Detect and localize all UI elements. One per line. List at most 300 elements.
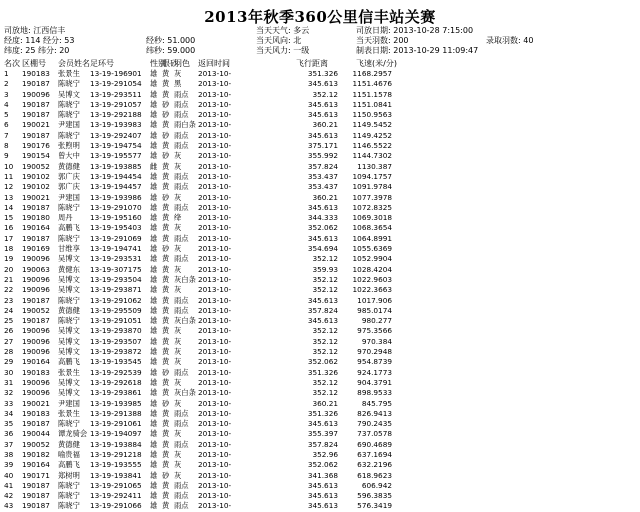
cell-eye: 黄 bbox=[162, 460, 170, 470]
cell-return-time: 2013-10- bbox=[198, 264, 232, 274]
table-row bbox=[4, 151, 636, 161]
cell-eye: 砂 bbox=[162, 470, 170, 480]
cell-speed: 1077.3978 bbox=[352, 192, 392, 202]
cell-eye: 黄 bbox=[162, 439, 170, 449]
cell-feather: 雨点 bbox=[174, 480, 189, 490]
cell-area: 190183 bbox=[22, 69, 50, 78]
cell-return-time: 2013-10- bbox=[198, 419, 232, 429]
cell-eye: 黄 bbox=[162, 326, 170, 336]
cell-distance: 341.368 bbox=[307, 470, 338, 480]
cell-area: 190096 bbox=[22, 336, 50, 346]
cell-distance: 345.613 bbox=[307, 130, 338, 140]
cell-eye: 黄 bbox=[162, 388, 170, 398]
cell-ring: 13-19-293511 bbox=[90, 89, 142, 99]
cell-member: 张景生 bbox=[58, 69, 80, 78]
cell-rank: 10 bbox=[4, 161, 14, 171]
cell-area: 190169 bbox=[22, 244, 50, 254]
cell-area: 190096 bbox=[22, 274, 50, 284]
cell-area: 190187 bbox=[22, 419, 50, 429]
cell-feather: 雨点 bbox=[174, 439, 189, 449]
cell-member: 高鹏飞 bbox=[58, 223, 80, 233]
cell-feather: 灰白条 bbox=[174, 388, 196, 398]
cell-feather: 雨点 bbox=[174, 501, 189, 511]
cell-ring: 13-19-194741 bbox=[90, 244, 142, 254]
table-row bbox=[4, 203, 636, 213]
cell-distance: 352.12 bbox=[312, 347, 338, 357]
cell-return-time: 2013-10- bbox=[198, 377, 232, 387]
cell-ring: 13-19-293504 bbox=[90, 274, 142, 284]
cell-distance: 357.824 bbox=[307, 439, 338, 449]
cell-feather: 雨点 bbox=[174, 130, 189, 140]
cell-return-time: 2013-10- bbox=[198, 120, 232, 130]
cell-return-time: 2013-10- bbox=[198, 110, 232, 120]
cell-ring: 13-19-196901 bbox=[90, 69, 142, 78]
cell-feather: 雨点 bbox=[174, 99, 189, 109]
cell-area: 190176 bbox=[22, 141, 50, 151]
cell-eye: 黄 bbox=[162, 408, 170, 418]
table-row bbox=[4, 296, 636, 306]
cell-rank: 7 bbox=[4, 130, 9, 140]
cell-sex: 雄 bbox=[150, 439, 158, 449]
cell-ring: 13-19-194097 bbox=[90, 429, 142, 439]
race-info-line-3 bbox=[4, 46, 636, 56]
cell-return-time: 2013-10- bbox=[198, 202, 232, 212]
cell-ring: 13-19-295509 bbox=[90, 305, 142, 315]
cell-sex: 雄 bbox=[150, 388, 158, 398]
cell-speed: 1055.6369 bbox=[352, 244, 392, 254]
cell-rank: 41 bbox=[4, 480, 14, 490]
cell-feather: 雨点 bbox=[174, 254, 189, 264]
cell-area: 190096 bbox=[22, 347, 50, 357]
cell-distance: 352.96 bbox=[312, 449, 338, 459]
cell-distance: 344.333 bbox=[307, 213, 338, 223]
cell-distance: 345.613 bbox=[307, 202, 338, 212]
cell-return-time: 2013-10- bbox=[198, 161, 232, 171]
cell-feather: 灰 bbox=[174, 244, 182, 254]
table-row bbox=[4, 162, 636, 172]
cell-member: 张煦明 bbox=[58, 141, 80, 151]
cell-sex: 雄 bbox=[150, 120, 158, 130]
cell-sex: 雄 bbox=[150, 408, 158, 418]
cell-speed: 985.0174 bbox=[357, 305, 392, 315]
cell-eye: 黄 bbox=[162, 419, 170, 429]
cell-rank: 2 bbox=[4, 79, 9, 89]
cell-distance: 375.171 bbox=[307, 141, 338, 151]
cell-eye: 黄 bbox=[162, 336, 170, 346]
cell-distance: 357.824 bbox=[307, 305, 338, 315]
cell-sex: 雄 bbox=[150, 336, 158, 346]
cell-ring: 13-19-291070 bbox=[90, 202, 142, 212]
cell-ring: 13-19-193985 bbox=[90, 398, 142, 408]
cell-ring: 13-19-291065 bbox=[90, 480, 142, 490]
cell-distance: 352.062 bbox=[307, 460, 338, 470]
cell-area: 190021 bbox=[22, 192, 50, 202]
blank-cell bbox=[146, 26, 256, 36]
cell-speed: 1149.4252 bbox=[352, 130, 392, 140]
cell-area: 190187 bbox=[22, 501, 50, 511]
cell-speed: 1130.387 bbox=[357, 161, 392, 171]
cell-distance: 353.437 bbox=[307, 182, 338, 192]
cell-member: 陈晓宁 bbox=[58, 233, 80, 243]
cell-member: 陈晓宁 bbox=[58, 79, 80, 89]
cell-return-time: 2013-10- bbox=[198, 213, 232, 223]
race-info-line-1 bbox=[4, 26, 636, 36]
cell-eye: 砂 bbox=[162, 367, 170, 377]
cell-eye: 黄 bbox=[162, 79, 170, 89]
cell-return-time: 2013-10- bbox=[198, 295, 232, 305]
header-member: 会员姓名 bbox=[58, 59, 90, 68]
cell-ring: 13-19-291069 bbox=[90, 233, 142, 243]
cell-eye: 黄 bbox=[162, 377, 170, 387]
cell-ring: 13-19-193884 bbox=[90, 439, 142, 449]
cell-sex: 雄 bbox=[150, 69, 158, 78]
cell-distance: 352.062 bbox=[307, 223, 338, 233]
cell-ring: 13-19-291062 bbox=[90, 295, 142, 305]
cell-sex: 雄 bbox=[150, 305, 158, 315]
race-info-line-2 bbox=[4, 36, 636, 46]
cell-rank: 32 bbox=[4, 388, 14, 398]
cell-sex: 雄 bbox=[150, 449, 158, 459]
cell-eye: 黄 bbox=[162, 295, 170, 305]
cell-member: 陈晓宁 bbox=[58, 419, 80, 429]
cell-return-time: 2013-10- bbox=[198, 326, 232, 336]
cell-area: 190183 bbox=[22, 367, 50, 377]
cell-speed: 1052.9904 bbox=[352, 254, 392, 264]
cell-eye: 黄 bbox=[162, 347, 170, 357]
cell-area: 190164 bbox=[22, 357, 50, 367]
cell-speed: 1150.9563 bbox=[352, 110, 392, 120]
cell-member: 陈晓宁 bbox=[58, 501, 80, 511]
table-row bbox=[4, 172, 636, 182]
table-row bbox=[4, 347, 636, 357]
cell-speed: 970.384 bbox=[361, 336, 392, 346]
cell-feather: 雨点 bbox=[174, 419, 189, 429]
cell-distance: 351.326 bbox=[307, 69, 338, 78]
cell-sex: 雄 bbox=[150, 295, 158, 305]
cell-rank: 34 bbox=[4, 408, 14, 418]
cell-speed: 1151.0841 bbox=[352, 99, 392, 109]
cell-rank: 19 bbox=[4, 254, 14, 264]
cell-feather: 雨点 bbox=[174, 491, 189, 501]
cell-member: 张景生 bbox=[58, 367, 80, 377]
cell-eye: 黄 bbox=[162, 316, 170, 326]
cell-feather: 灰 bbox=[174, 449, 182, 459]
cell-rank: 9 bbox=[4, 151, 9, 161]
table-row bbox=[4, 460, 636, 470]
cell-area: 190154 bbox=[22, 151, 50, 161]
cell-sex: 雄 bbox=[150, 99, 158, 109]
cell-return-time: 2013-10- bbox=[198, 388, 232, 398]
cell-rank: 42 bbox=[4, 491, 14, 501]
table-row bbox=[4, 223, 636, 233]
cell-member: 郑树明 bbox=[58, 470, 80, 480]
cell-rank: 14 bbox=[4, 202, 14, 212]
cell-speed: 737.0578 bbox=[357, 429, 392, 439]
cell-sex: 雄 bbox=[150, 192, 158, 202]
cell-eye: 黄 bbox=[162, 213, 170, 223]
table-row bbox=[4, 193, 636, 203]
table-row bbox=[4, 388, 636, 398]
cell-sex: 雄 bbox=[150, 213, 158, 223]
cell-sex: 雄 bbox=[150, 254, 158, 264]
cell-rank: 27 bbox=[4, 336, 14, 346]
cell-ring: 13-19-194454 bbox=[90, 171, 142, 181]
cell-eye: 砂 bbox=[162, 192, 170, 202]
table-row bbox=[4, 244, 636, 254]
cell-return-time: 2013-10- bbox=[198, 171, 232, 181]
cell-rank: 15 bbox=[4, 213, 14, 223]
cell-member: 吴博文 bbox=[58, 254, 80, 264]
cell-speed: 904.3791 bbox=[357, 377, 392, 387]
cell-distance: 345.613 bbox=[307, 99, 338, 109]
release-location: 司放地: 江西信丰 bbox=[4, 26, 66, 35]
cell-return-time: 2013-10- bbox=[198, 285, 232, 295]
weather: 当天天气: 多云 bbox=[256, 26, 310, 35]
cell-return-time: 2013-10- bbox=[198, 480, 232, 490]
cell-area: 190164 bbox=[22, 460, 50, 470]
cell-ring: 13-19-193986 bbox=[90, 192, 142, 202]
cell-distance: 352.12 bbox=[312, 274, 338, 284]
cell-sex: 雄 bbox=[150, 274, 158, 284]
cell-ring: 13-19-291054 bbox=[90, 79, 142, 89]
birds-recorded: 录取羽数: 40 bbox=[486, 36, 534, 45]
cell-distance: 352.12 bbox=[312, 89, 338, 99]
cell-area: 190187 bbox=[22, 233, 50, 243]
cell-member: 陈晓宁 bbox=[58, 130, 80, 140]
cell-return-time: 2013-10- bbox=[198, 347, 232, 357]
cell-feather: 灰白条 bbox=[174, 316, 196, 326]
cell-eye: 黄 bbox=[162, 254, 170, 264]
cell-speed: 954.8739 bbox=[357, 357, 392, 367]
cell-ring: 13-19-291388 bbox=[90, 408, 142, 418]
cell-member: 吴博文 bbox=[58, 347, 80, 357]
wind-force: 当天风力: 一级 bbox=[256, 46, 310, 55]
cell-sex: 雄 bbox=[150, 326, 158, 336]
cell-return-time: 2013-10- bbox=[198, 336, 232, 346]
cell-sex: 雄 bbox=[150, 367, 158, 377]
cell-speed: 637.1694 bbox=[357, 449, 392, 459]
cell-distance: 345.613 bbox=[307, 491, 338, 501]
cell-sex: 雄 bbox=[150, 171, 158, 181]
cell-member: 郭广庆 bbox=[58, 182, 80, 192]
cell-member: 张景生 bbox=[58, 408, 80, 418]
cell-feather: 雨点 bbox=[174, 182, 189, 192]
cell-speed: 970.2948 bbox=[357, 347, 392, 357]
cell-return-time: 2013-10- bbox=[198, 408, 232, 418]
cell-speed: 1168.2957 bbox=[352, 69, 392, 78]
cell-rank: 20 bbox=[4, 264, 14, 274]
cell-area: 190096 bbox=[22, 326, 50, 336]
cell-sex: 雄 bbox=[150, 377, 158, 387]
longitude-seconds: 经秒: 51.000 bbox=[146, 36, 196, 45]
cell-rank: 31 bbox=[4, 377, 14, 387]
cell-ring: 13-19-193885 bbox=[90, 161, 142, 171]
page-title: 2013年秋季360公里信丰站关赛 bbox=[204, 8, 436, 26]
cell-member: 喻贵福 bbox=[58, 449, 80, 459]
cell-rank: 39 bbox=[4, 460, 14, 470]
cell-return-time: 2013-10- bbox=[198, 99, 232, 109]
cell-sex: 雄 bbox=[150, 470, 158, 480]
cell-area: 190187 bbox=[22, 316, 50, 326]
cell-speed: 606.942 bbox=[361, 480, 392, 490]
cell-speed: 790.2435 bbox=[357, 419, 392, 429]
cell-area: 190187 bbox=[22, 130, 50, 140]
cell-member: 尹建国 bbox=[58, 120, 80, 130]
table-row bbox=[4, 100, 636, 110]
table-row bbox=[4, 440, 636, 450]
cell-ring: 13-19-292407 bbox=[90, 130, 142, 140]
cell-eye: 黄 bbox=[162, 264, 170, 274]
table-row bbox=[4, 285, 636, 295]
cell-sex: 雄 bbox=[150, 244, 158, 254]
cell-return-time: 2013-10- bbox=[198, 254, 232, 264]
cell-member: 陈晓宁 bbox=[58, 316, 80, 326]
cell-member: 高鹏飞 bbox=[58, 460, 80, 470]
table-row bbox=[4, 471, 636, 481]
cell-return-time: 2013-10- bbox=[198, 470, 232, 480]
cell-feather: 绛 bbox=[174, 213, 182, 223]
cell-feather: 灰 bbox=[174, 326, 182, 336]
wind-direction: 当天风向: 北 bbox=[256, 36, 302, 45]
table-header bbox=[4, 59, 636, 69]
cell-eye: 砂 bbox=[162, 398, 170, 408]
table-row bbox=[4, 275, 636, 285]
cell-distance: 352.12 bbox=[312, 388, 338, 398]
table-row bbox=[4, 213, 636, 223]
cell-speed: 596.3835 bbox=[357, 491, 392, 501]
table-row bbox=[4, 326, 636, 336]
cell-return-time: 2013-10- bbox=[198, 69, 232, 78]
cell-eye: 黄 bbox=[162, 285, 170, 295]
cell-return-time: 2013-10- bbox=[198, 79, 232, 89]
cell-feather: 灰 bbox=[174, 161, 182, 171]
cell-speed: 1068.3654 bbox=[352, 223, 392, 233]
cell-sex: 雄 bbox=[150, 429, 158, 439]
cell-member: 尹建国 bbox=[58, 192, 80, 202]
cell-area: 190096 bbox=[22, 254, 50, 264]
cell-speed: 1094.1757 bbox=[352, 171, 392, 181]
cell-return-time: 2013-10- bbox=[198, 274, 232, 284]
cell-distance: 345.613 bbox=[307, 233, 338, 243]
cell-rank: 16 bbox=[4, 223, 14, 233]
cell-member: 郭广庆 bbox=[58, 171, 80, 181]
cell-member: 吴博文 bbox=[58, 326, 80, 336]
cell-member: 陈晓宁 bbox=[58, 295, 80, 305]
cell-rank: 13 bbox=[4, 192, 14, 202]
cell-sex: 雄 bbox=[150, 79, 158, 89]
cell-eye: 黄 bbox=[162, 233, 170, 243]
cell-rank: 37 bbox=[4, 439, 14, 449]
cell-eye: 黄 bbox=[162, 480, 170, 490]
cell-member: 黄健东 bbox=[58, 264, 80, 274]
table-row bbox=[4, 450, 636, 460]
latitude-seconds: 纬秒: 59.000 bbox=[146, 46, 196, 55]
cell-sex: 雌 bbox=[150, 161, 158, 171]
cell-eye: 砂 bbox=[162, 99, 170, 109]
header-eye: 眼砂 bbox=[162, 59, 178, 68]
cell-area: 190044 bbox=[22, 429, 50, 439]
cell-feather: 灰 bbox=[174, 470, 182, 480]
cell-return-time: 2013-10- bbox=[198, 367, 232, 377]
cell-rank: 40 bbox=[4, 470, 14, 480]
table-row bbox=[4, 131, 636, 141]
cell-distance: 345.613 bbox=[307, 79, 338, 89]
table-row bbox=[4, 234, 636, 244]
cell-distance: 360.21 bbox=[312, 192, 338, 202]
cell-rank: 1 bbox=[4, 69, 9, 78]
cell-member: 黄德健 bbox=[58, 439, 80, 449]
cell-feather: 灰 bbox=[174, 357, 182, 367]
table-row bbox=[4, 491, 636, 501]
cell-sex: 雄 bbox=[150, 89, 158, 99]
cell-rank: 22 bbox=[4, 285, 14, 295]
cell-distance: 345.613 bbox=[307, 419, 338, 429]
cell-ring: 13-19-291066 bbox=[90, 501, 142, 511]
header-rank: 名次 bbox=[4, 59, 20, 68]
table-row bbox=[4, 69, 636, 79]
cell-distance: 351.326 bbox=[307, 408, 338, 418]
cell-speed: 845.795 bbox=[361, 398, 392, 408]
table-row bbox=[4, 316, 636, 326]
cell-feather: 灰 bbox=[174, 398, 182, 408]
cell-area: 190063 bbox=[22, 264, 50, 274]
cell-area: 190187 bbox=[22, 491, 50, 501]
cell-rank: 21 bbox=[4, 274, 14, 284]
cell-member: 吴博文 bbox=[58, 89, 80, 99]
cell-ring: 13-19-292618 bbox=[90, 377, 142, 387]
cell-feather: 雨点 bbox=[174, 171, 189, 181]
cell-distance: 352.12 bbox=[312, 254, 338, 264]
cell-sex: 雄 bbox=[150, 460, 158, 470]
cell-sex: 雄 bbox=[150, 480, 158, 490]
cell-speed: 1017.906 bbox=[357, 295, 392, 305]
cell-distance: 355.992 bbox=[307, 151, 338, 161]
cell-area: 190187 bbox=[22, 295, 50, 305]
cell-area: 190102 bbox=[22, 171, 50, 181]
cell-feather: 雨点 bbox=[174, 141, 189, 151]
cell-rank: 43 bbox=[4, 501, 14, 511]
cell-return-time: 2013-10- bbox=[198, 357, 232, 367]
cell-eye: 砂 bbox=[162, 151, 170, 161]
cell-return-time: 2013-10- bbox=[198, 449, 232, 459]
cell-feather: 灰 bbox=[174, 223, 182, 233]
cell-return-time: 2013-10- bbox=[198, 141, 232, 151]
race-info bbox=[4, 26, 636, 56]
cell-feather: 雨点 bbox=[174, 233, 189, 243]
cell-eye: 黄 bbox=[162, 141, 170, 151]
cell-member: 甘维享 bbox=[58, 244, 80, 254]
cell-ring: 13-19-292188 bbox=[90, 110, 142, 120]
cell-feather: 灰 bbox=[174, 347, 182, 357]
cell-eye: 砂 bbox=[162, 130, 170, 140]
cell-speed: 826.9413 bbox=[357, 408, 392, 418]
cell-distance: 352.12 bbox=[312, 336, 338, 346]
cell-member: 高鹏飞 bbox=[58, 357, 80, 367]
cell-distance: 355.397 bbox=[307, 429, 338, 439]
cell-eye: 黄 bbox=[162, 305, 170, 315]
cell-return-time: 2013-10- bbox=[198, 316, 232, 326]
cell-rank: 30 bbox=[4, 367, 14, 377]
cell-ring: 13-19-293507 bbox=[90, 336, 142, 346]
cell-rank: 8 bbox=[4, 141, 9, 151]
cell-ring: 13-19-293861 bbox=[90, 388, 142, 398]
cell-member: 吴博文 bbox=[58, 285, 80, 295]
cell-rank: 29 bbox=[4, 357, 14, 367]
table-row bbox=[4, 378, 636, 388]
header-ring: 足环号 bbox=[90, 59, 114, 68]
cell-sex: 雄 bbox=[150, 264, 158, 274]
cell-ring: 13-19-291057 bbox=[90, 99, 142, 109]
